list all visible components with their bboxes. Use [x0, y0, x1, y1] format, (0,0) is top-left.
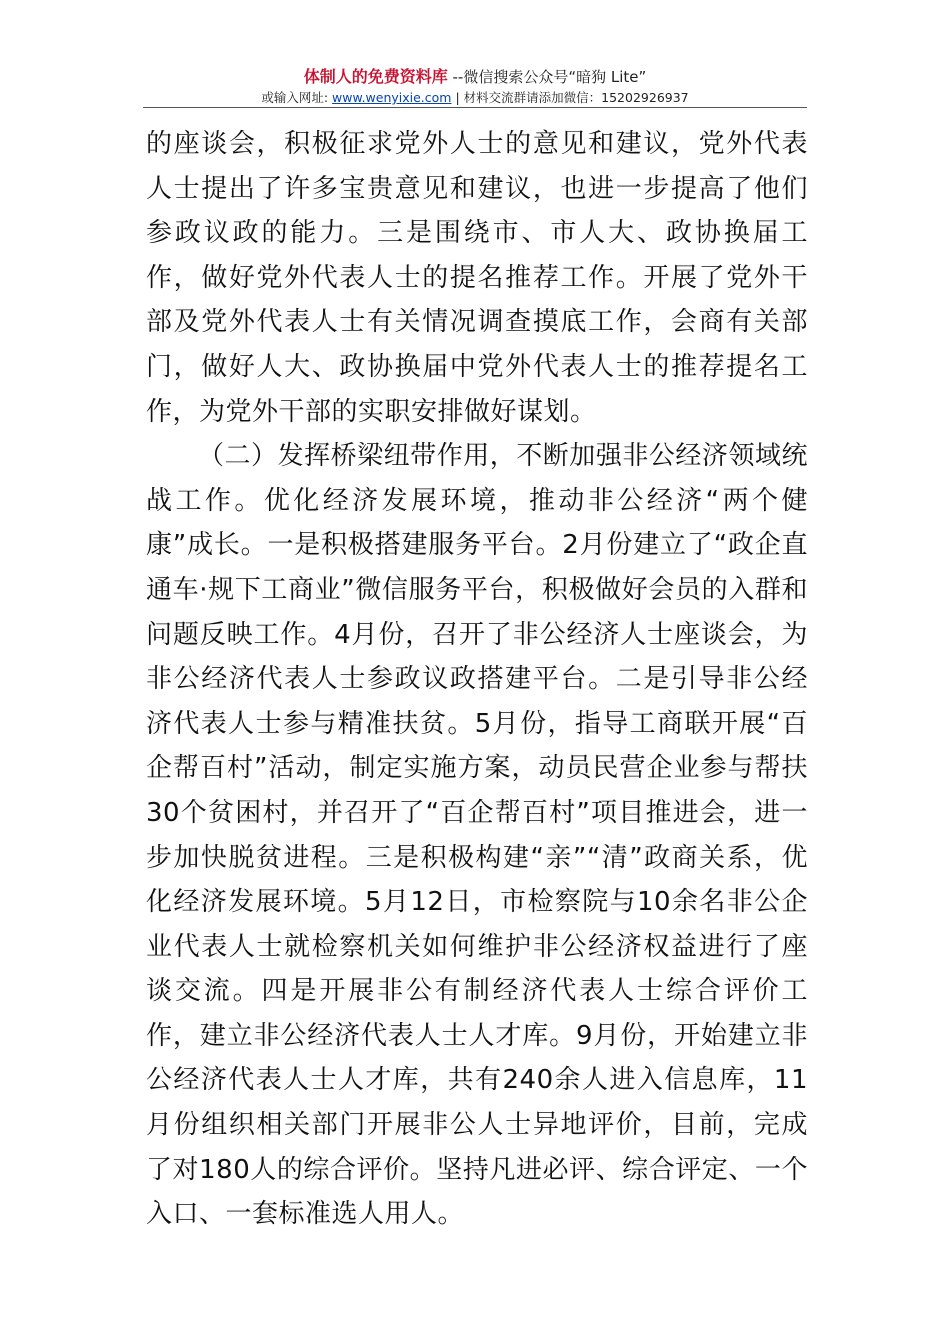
header-banner: [0, 66, 950, 88]
paragraph-continuation: 的座谈会，积极征求党外人士的意见和建议，党外代表人士提出了许多宝贵意见和建议，也进一步提高了他们参政议政的能力。三是围绕市、市人大、政协换届工作，做好党外代表人士的提名推荐工作。开展了党外干部及党外代表人士有关情况调查摸底工作，会商有关部门，做好人大、政协换届中党外代表人士的推荐提名工作，为党外干部的实职安排做好谋划。: [146, 129, 808, 427]
header-contact-suffix: | 材料交流群请添加微信：15202926937: [451, 90, 689, 105]
header-tagline: --微信搜索公众号“暗狗 Lite”: [447, 68, 647, 86]
header-divider: [143, 107, 807, 108]
page-header: [0, 66, 950, 108]
header-url-link[interactable]: www.wenyixie.com: [332, 90, 452, 105]
header-brand: 体制人的免费资料库: [303, 67, 448, 86]
header-contact: [0, 88, 950, 108]
paragraph-section-two: （二）发挥桥梁纽带作用，不断加强非公经济领域统战工作。优化经济发展环境，推动非公经济“两个健康”成长。一是积极搭建服务平台。2月份建立了“政企直通车·规下工商业”微信服务平台，积极做好会员的入群和问题反映工作。4月份，召开了非公经济人士座谈会，为非公经济代表人士参政议政搭建平台。二是引导非公经济代表人士参与精准扶贫。5月份，指导工商联开展“百企帮百村”活动，制定实施方案，动员民营企业参与帮扶30个贫困村，并召开了“百企帮百村”项目推进会，进一步加快脱贫进程。三是积极构建“亲”“清”政商关系，优化经济发展环境。5月12日，市检察院与10余名非公企业代表人士就检察机关如何维护非公经济权益进行了座谈交流。四是开展非公有制经济代表人士综合评价工作，建立非公经济代表人士人才库。9月份，开始建立非公经济代表人士人才库，共有240余人进入信息库，11月份组织相关部门开展非公人士异地评价，目前，完成了对180人的综合评价。坚持凡进必评、综合评定、一个入口、一套标准选人用人。: [146, 441, 808, 1230]
document-body: [146, 122, 808, 1237]
header-url-prefix: 或输入网址:: [261, 90, 333, 105]
